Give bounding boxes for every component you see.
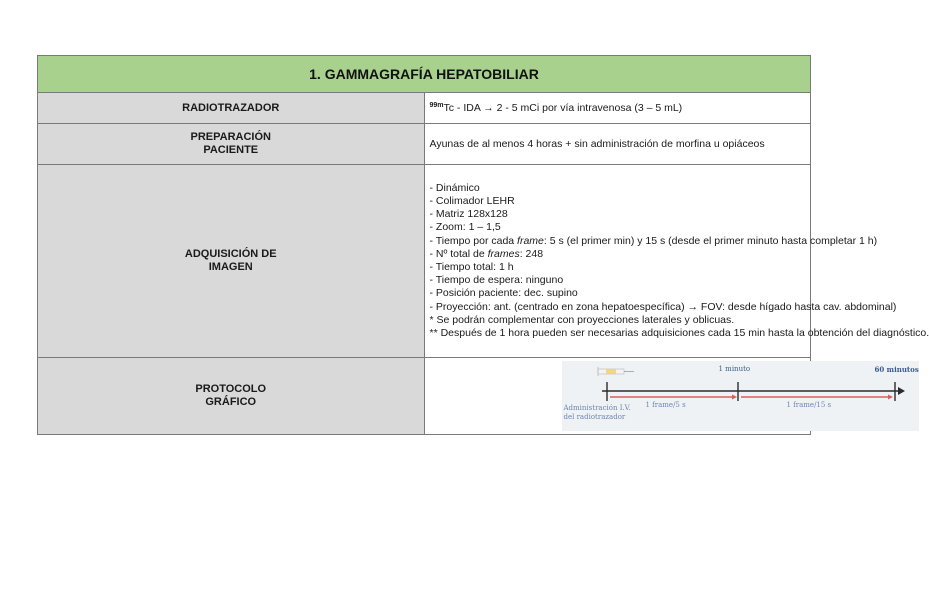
isotope-mass: 99m [429, 102, 444, 109]
label-administration-2: del radiotrazador [563, 413, 626, 421]
radiotrazador-text: Tc - IDA → 2 - 5 mCi por vía intravenosa (3 – 5 mL) [443, 102, 683, 114]
label-adquisicion [38, 165, 425, 358]
value-protocolo [424, 358, 919, 435]
list-item: - Tiempo de espera: ninguno [429, 274, 564, 287]
value-preparacion: Ayunas de al menos 4 horas + sin administración de morfina u opiáceos [424, 124, 811, 165]
list-item: - Matriz 128x128 [429, 208, 508, 221]
list-item: - Tiempo por cada frame: 5 s (el primer min) y 15 s (desde el primer minuto hasta completar 1 h) [429, 234, 878, 247]
label-preparacion-line1: PREPARACIÓN [190, 131, 271, 143]
list-item: ** Después de 1 hora pueden ser necesarias adquisiciones cada 15 min hasta la obtención del diagnóstico. [429, 327, 929, 340]
label-adquisicion-line1: ADQUISICIÓN DE [184, 248, 277, 260]
label-protocolo-line1: PROTOCOLO [195, 383, 267, 395]
protocol-diagram-wrap [425, 358, 919, 434]
value-radiotrazador [424, 93, 811, 124]
label-60-minutes: 60 minutos [874, 365, 919, 374]
label-1-minute: 1 minuto [718, 365, 751, 373]
list-item: * Se podrán complementar con proyecciones laterales y oblicuas. [429, 313, 735, 326]
protocol-timeline-diagram [562, 361, 919, 431]
protocol-table [37, 55, 929, 435]
syringe-icon [598, 367, 634, 376]
list-item: - Tiempo total: 1 h [429, 261, 514, 273]
label-preparacion-line2: PACIENTE [203, 144, 259, 156]
label-protocolo-line2: GRÁFICO [205, 396, 257, 408]
label-radiotrazador: RADIOTRAZADOR [38, 93, 425, 124]
list-item: - Dinámico [429, 181, 480, 194]
label-preparacion [38, 124, 425, 165]
timeline-arrowhead [898, 387, 905, 395]
label-adquisicion-line2: IMAGEN [208, 261, 253, 273]
label-administration-1: Administración I.V. [563, 404, 631, 412]
table-title: 1. GAMMAGRAFÍA HEPATOBILIAR [38, 56, 811, 93]
label-frame-15s: 1 frame/15 s [786, 401, 832, 409]
row-radiotrazador [38, 93, 811, 124]
label-frame-5s: 1 frame/5 s [645, 401, 686, 409]
row-adquisicion [38, 165, 811, 358]
list-item: - Proyección: ant. (centrado en zona hepatoespecífica) → FOV: desde hígado hasta cav. abdominal) [429, 300, 897, 313]
row-protocolo [38, 358, 811, 435]
row-preparacion [38, 124, 811, 165]
list-item: - Colimador LEHR [429, 194, 515, 207]
list-item: - Zoom: 1 – 1,5 [429, 221, 501, 234]
label-protocolo [38, 358, 425, 435]
value-adquisicion [424, 165, 929, 358]
list-item: - Nº total de frames: 248 [429, 247, 544, 260]
acquisition-list [429, 179, 929, 343]
list-item: - Posición paciente: dec. supino [429, 287, 578, 300]
